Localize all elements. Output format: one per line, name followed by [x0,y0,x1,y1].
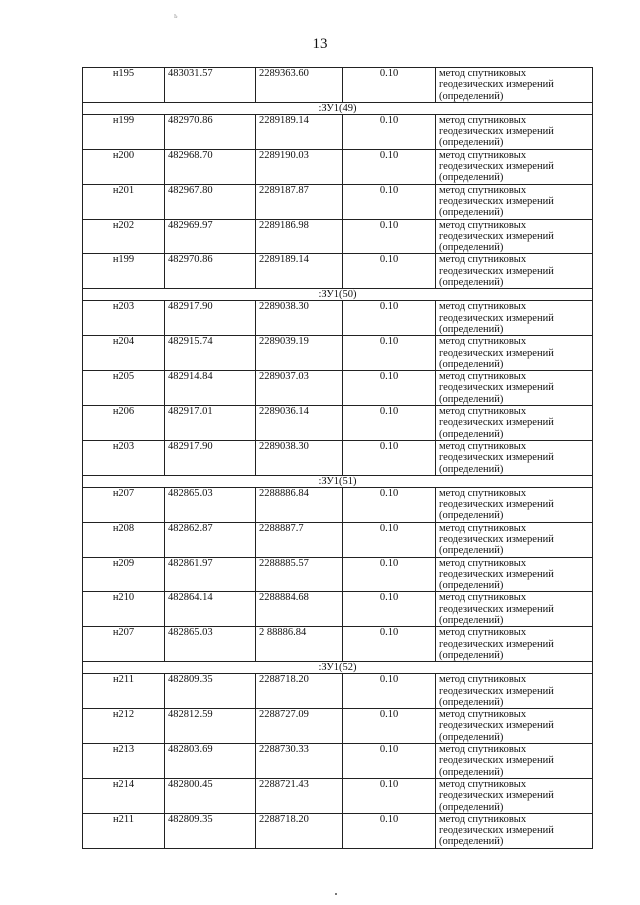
coord-x: 482917.01 [165,406,256,441]
coord-y: 2289189.14 [256,114,343,149]
coord-y: 2289036.14 [256,406,343,441]
accuracy: 0.10 [343,522,436,557]
method: метод спутниковых геодезических измерений (определений) [436,219,593,254]
coord-x: 482969.97 [165,219,256,254]
coord-x: 482865.03 [165,487,256,522]
coord-x: 482809.35 [165,674,256,709]
method: метод спутниковых геодезических измерений (определений) [436,674,593,709]
accuracy: 0.10 [343,627,436,662]
point-id: н206 [83,406,165,441]
coord-y: 2288885.57 [256,557,343,592]
accuracy: 0.10 [343,744,436,779]
method: метод спутниковых геодезических измерений (определений) [436,522,593,557]
table-row [83,674,593,709]
coord-y: 2289187.87 [256,184,343,219]
coord-y: 2289189.14 [256,254,343,289]
accuracy: 0.10 [343,219,436,254]
coord-x: 482917.90 [165,440,256,475]
point-id: н207 [83,487,165,522]
coord-x: 482970.86 [165,114,256,149]
method: метод спутниковых геодезических измерений (определений) [436,371,593,406]
method: метод спутниковых геодезических измерений (определений) [436,406,593,441]
coord-y: 2288884.68 [256,592,343,627]
table-row [83,813,593,848]
table-row [83,149,593,184]
coord-x: 482803.69 [165,744,256,779]
table-row [83,744,593,779]
coordinates-table-body [83,68,593,849]
coord-x: 482967.80 [165,184,256,219]
table-row [83,487,593,522]
coord-y: 2288727.09 [256,709,343,744]
point-id: н211 [83,674,165,709]
accuracy: 0.10 [343,709,436,744]
coord-x: 482917.90 [165,301,256,336]
table-row [83,114,593,149]
coord-y: 2289037.03 [256,371,343,406]
table-row [83,254,593,289]
section-label: :ЗУ1(51) [83,475,593,487]
method: метод спутниковых геодезических измерений (определений) [436,254,593,289]
section-label: :ЗУ1(52) [83,662,593,674]
coord-y: 2289038.30 [256,301,343,336]
page-number: 13 [312,36,328,52]
table-row [83,557,593,592]
coord-y: 2289038.30 [256,440,343,475]
point-id: н213 [83,744,165,779]
point-id: н207 [83,627,165,662]
point-id: н208 [83,522,165,557]
accuracy: 0.10 [343,68,436,103]
table-row [83,627,593,662]
section-label: :ЗУ1(49) [83,102,593,114]
accuracy: 0.10 [343,254,436,289]
point-id: н202 [83,219,165,254]
coord-x: 482915.74 [165,336,256,371]
table-row [83,336,593,371]
coord-x: 482970.86 [165,254,256,289]
coord-x: 483031.57 [165,68,256,103]
accuracy: 0.10 [343,149,436,184]
method: метод спутниковых геодезических измерений (определений) [436,149,593,184]
method: метод спутниковых геодезических измерений (определений) [436,778,593,813]
point-id: н195 [83,68,165,103]
table-row [83,522,593,557]
accuracy: 0.10 [343,184,436,219]
coord-y: 2289363.60 [256,68,343,103]
table-row [83,778,593,813]
method: метод спутниковых геодезических измерений (определений) [436,557,593,592]
section-header-row [83,475,593,487]
coord-y: 2288718.20 [256,674,343,709]
point-id: н200 [83,149,165,184]
section-header-row [83,102,593,114]
scan-dot [335,893,337,895]
method: метод спутниковых геодезических измерений (определений) [436,301,593,336]
accuracy: 0.10 [343,813,436,848]
table-row [83,219,593,254]
point-id: н203 [83,301,165,336]
accuracy: 0.10 [343,406,436,441]
coord-x: 482812.59 [165,709,256,744]
coord-x: 482968.70 [165,149,256,184]
accuracy: 0.10 [343,557,436,592]
table-row [83,709,593,744]
coord-y: 2288887.7 [256,522,343,557]
coord-x: 482914.84 [165,371,256,406]
method: метод спутниковых геодезических измерений (определений) [436,440,593,475]
method: метод спутниковых геодезических измерений (определений) [436,184,593,219]
method: метод спутниковых геодезических измерений (определений) [436,744,593,779]
coord-y: 2289039.19 [256,336,343,371]
table-row [83,68,593,103]
section-header-row [83,289,593,301]
point-id: н204 [83,336,165,371]
coord-x: 482862.87 [165,522,256,557]
point-id: н210 [83,592,165,627]
point-id: н205 [83,371,165,406]
table-row [83,371,593,406]
method: метод спутниковых геодезических измерений (определений) [436,627,593,662]
method: метод спутниковых геодезических измерений (определений) [436,592,593,627]
coord-x: 482809.35 [165,813,256,848]
coord-y: 2288721.43 [256,778,343,813]
table-row [83,184,593,219]
method: метод спутниковых геодезических измерений (определений) [436,487,593,522]
accuracy: 0.10 [343,301,436,336]
table-row [83,440,593,475]
method: метод спутниковых геодезических измерений (определений) [436,709,593,744]
table-row [83,301,593,336]
coord-y: 2289190.03 [256,149,343,184]
point-id: н199 [83,254,165,289]
table-row [83,406,593,441]
method: метод спутниковых геодезических измерений (определений) [436,114,593,149]
accuracy: 0.10 [343,114,436,149]
point-id: н214 [83,778,165,813]
method: метод спутниковых геодезических измерений (определений) [436,813,593,848]
coord-x: 482800.45 [165,778,256,813]
coord-x: 482861.97 [165,557,256,592]
accuracy: 0.10 [343,592,436,627]
point-id: н201 [83,184,165,219]
method: метод спутниковых геодезических измерений (определений) [436,68,593,103]
accuracy: 0.10 [343,778,436,813]
section-label: :ЗУ1(50) [83,289,593,301]
coord-x: 482864.14 [165,592,256,627]
coord-y: 2288730.33 [256,744,343,779]
coord-x: 482865.03 [165,627,256,662]
section-header-row [83,662,593,674]
point-id: н209 [83,557,165,592]
method: метод спутниковых геодезических измерений (определений) [436,336,593,371]
accuracy: 0.10 [343,371,436,406]
coord-y: 2289186.98 [256,219,343,254]
accuracy: 0.10 [343,487,436,522]
point-id: н203 [83,440,165,475]
accuracy: 0.10 [343,674,436,709]
point-id: н211 [83,813,165,848]
scan-mark: Ь [174,14,178,20]
coord-y: 2288718.20 [256,813,343,848]
coordinates-table [82,67,593,849]
accuracy: 0.10 [343,440,436,475]
accuracy: 0.10 [343,336,436,371]
table-row [83,592,593,627]
point-id: н199 [83,114,165,149]
coord-y: 2288886.84 [256,487,343,522]
point-id: н212 [83,709,165,744]
coord-y: 2 88886.84 [256,627,343,662]
